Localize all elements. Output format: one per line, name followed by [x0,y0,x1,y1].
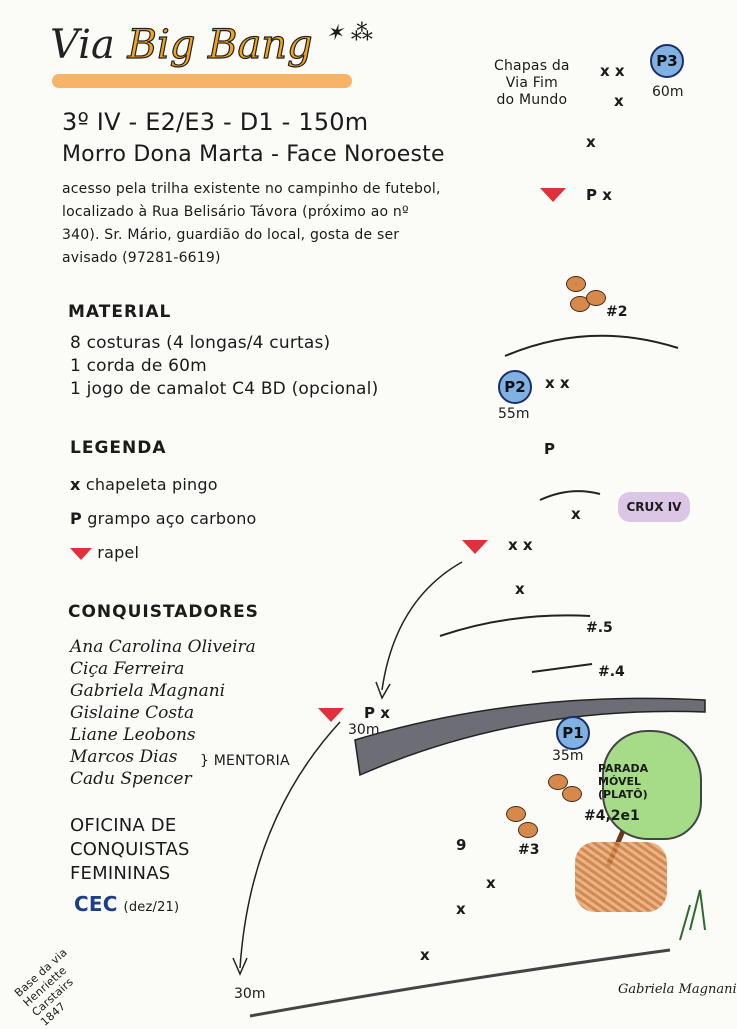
access-description: acesso pela trilha existente no campinho de futebol, localizado à Rua Belisário Távora (próximo ao nº 340). Sr. Mário, guardião do local, gosta de ser avisado (97281-6619) [62,181,441,266]
name-item: Cadu Spencer [70,769,192,789]
material-item: 1 corda de 60m [70,356,207,376]
name-item: Liane Leobons [70,725,196,745]
cam-label: #.4 [598,664,625,680]
rapel-icon [318,708,344,722]
legend-label: grampo aço carbono [87,509,257,528]
title-via: Via [50,22,115,68]
rock-icon [518,822,538,838]
ground-line [250,950,670,1016]
oficina-line: FEMININAS [70,863,171,884]
ledge-line [532,664,592,672]
belay-p3: P3 [650,44,684,78]
chapas-line: do Mundo [496,92,568,108]
signature: Gabriela Magnani [618,982,737,997]
mentoria-text: MENTORIA [213,753,290,769]
cam-label: #2 [606,304,628,320]
rapel-icon [540,188,566,202]
legend-label: rapel [97,543,140,562]
name-item: Gislaine Costa [70,703,195,723]
star-icon: ✶ ⁂ [325,21,373,46]
belay-p2: P2 [498,370,532,404]
name-item: Gabriela Magnani [70,681,226,701]
material-item: 8 costuras (4 longas/4 curtas) [70,333,331,353]
piton-mark: 9 [456,836,467,854]
mentoria-label: } MENTORIA [200,753,290,769]
rock-icon [506,806,526,822]
rock-icon [586,290,606,306]
crux-badge: CRUX IV [618,492,690,522]
cam-label: #3 [518,842,540,858]
chapas-label [494,58,570,109]
bolt-mark: x [420,946,430,964]
rock-icon [566,276,586,292]
bolt-symbol: x [70,475,81,494]
oficina-line: CONQUISTAS [70,839,190,860]
belay-p1: P1 [556,716,590,750]
rappel-arrow-line [382,562,462,690]
name-item: Ana Carolina Oliveira [70,637,256,657]
conquistadores-heading: CONQUISTADORES [68,602,259,622]
cam-label: #4,2e1 [584,808,640,824]
chapas-line: Via Fim [505,75,558,91]
rappel-arrow-line [240,722,340,968]
cec-name: CEC [74,892,118,916]
material-item: 1 jogo de camalot C4 BD (opcional) [70,379,379,399]
belay-length: 55m [498,406,530,422]
legend-heading: LEGENDA [70,438,167,458]
cec-date: (dez/21) [123,900,180,915]
title-big-bang: Big Bang [127,22,313,68]
parada-label: PARADA MÓVEL (PLATÔ) [598,762,649,801]
base-label: Base da via Henriette Carstairs 1847 [12,945,76,1029]
grass-icon [680,890,705,940]
bolt-mark: x [586,133,596,151]
belay-length: 60m [652,84,684,100]
bolt-pair: x x [600,62,625,80]
ledge-line [440,615,590,636]
material-heading: MATERIAL [68,302,172,322]
chapas-line: Chapas da [494,58,570,74]
name-item: Ciça Ferreira [70,659,185,679]
bolt-pair: x x [545,374,570,392]
rock-icon [562,786,582,802]
route-location: Morro Dona Marta - Face Noroeste [62,142,445,167]
piton-bolt-mark: P x [364,704,390,722]
legend-label: chapeleta pingo [85,475,218,494]
oficina-line: OFICINA DE [70,815,177,836]
platform-area [575,842,667,912]
belay-length: 35m [552,748,584,764]
bolt-mark: x [614,92,624,110]
bolt-mark: x [571,505,581,523]
ledge-line [505,336,678,356]
piton-mark: P [544,440,555,458]
piton-bolt-mark: P x [586,186,612,204]
piton-symbol: P [70,509,82,528]
rappel-length: 30m [234,986,266,1002]
bolt-mark: x [486,874,496,892]
bolt-pair: x x [508,536,533,554]
name-item: Marcos Dias [70,747,178,767]
rapel-icon [462,540,488,554]
ledge-line [540,491,600,500]
bolt-mark: x [515,580,525,598]
cam-label: #.5 [586,620,613,636]
bolt-mark: x [456,900,466,918]
rappel-length: 30m [348,722,380,738]
route-grade: 3º IV - E2/E3 - D1 - 150m [62,108,369,136]
